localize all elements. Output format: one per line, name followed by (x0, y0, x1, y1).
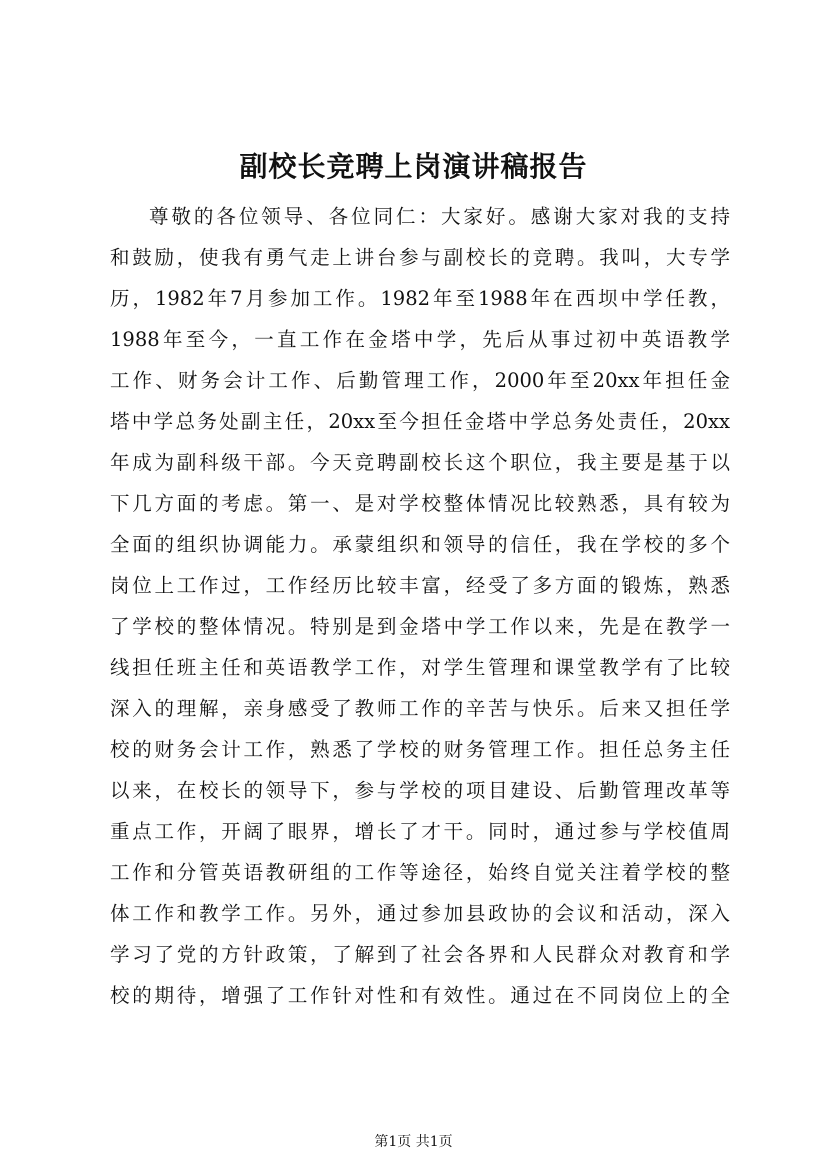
body-line: 校的期待，增强了工作针对性和有效性。通过在不同岗位上的全 (110, 984, 730, 1007)
body-line: 工作和分管英语教研组的工作等途径，始终自觉关注着学校的整 (110, 861, 730, 884)
body-line: 岗位上工作过，工作经历比较丰富，经受了多方面的锻炼，熟悉 (110, 574, 730, 597)
body-line: 全面的组织协调能力。承蒙组织和领导的信任，我在学校的多个 (110, 533, 730, 556)
body-line: 深入的理解，亲身感受了教师工作的辛苦与快乐。后来又担任学 (110, 697, 730, 720)
body-line: 重点工作，开阔了眼界，增长了才干。同时，通过参与学校值周 (110, 820, 730, 843)
body-line: 年成为副科级干部。今天竞聘副校长这个职位，我主要是基于以 (110, 451, 730, 474)
body-line: 了学校的整体情况。特别是到金塔中学工作以来，先是在教学一 (110, 615, 730, 638)
body-line: 以来，在校长的领导下，参与学校的项目建设、后勤管理改革等 (110, 779, 730, 802)
body-line: 和鼓励，使我有勇气走上讲台参与副校长的竞聘。我叫，大专学 (110, 246, 730, 269)
body-line: 工作、财务会计工作、后勤管理工作，2000年至20xx年担任金 (110, 369, 730, 392)
body-line: 塔中学总务处副主任，20xx至今担任金塔中学总务处责任，20xx (110, 410, 730, 433)
body-line: 尊敬的各位领导、各位同仁：大家好。感谢大家对我的支持 (149, 205, 730, 228)
body-line: 校的财务会计工作，熟悉了学校的财务管理工作。担任总务主任 (110, 738, 730, 761)
body-line: 历，1982年7月参加工作。1982年至1988年在西坝中学任教， (110, 287, 730, 310)
body-line: 下几方面的考虑。第一、是对学校整体情况比较熟悉，具有较为 (110, 492, 730, 515)
body-line: 学习了党的方针政策，了解到了社会各界和人民群众对教育和学 (110, 943, 730, 966)
body-line: 1988年至今，一直工作在金塔中学，先后从事过初中英语教学 (110, 328, 730, 351)
document-body (110, 196, 730, 1016)
body-line: 线担任班主任和英语教学工作，对学生管理和课堂教学有了比较 (110, 656, 730, 679)
document-title: 副校长竞聘上岗演讲稿报告 (239, 150, 588, 183)
body-line: 体工作和教学工作。另外，通过参加县政协的会议和活动，深入 (110, 902, 730, 925)
page-footer: 第1页 共1页 (374, 1134, 453, 1150)
